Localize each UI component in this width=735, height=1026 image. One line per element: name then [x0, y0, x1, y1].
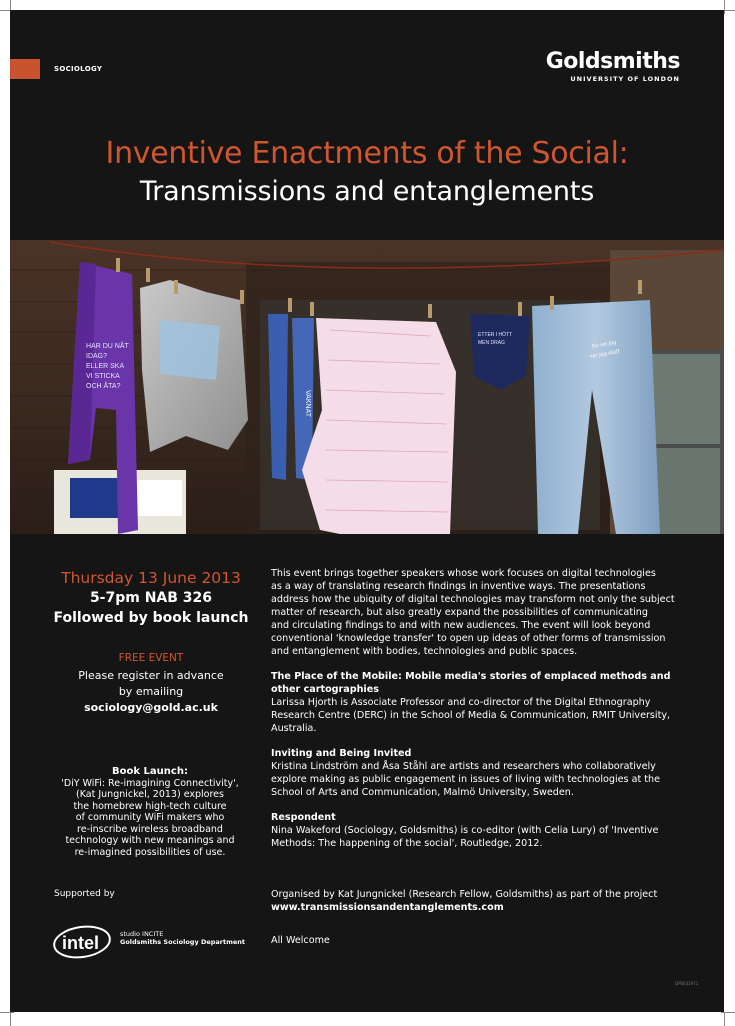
section-title: Respondent: [271, 812, 336, 823]
intro-line: conventional 'knowledge transfer' to open up ideas of other forms of transmission: [271, 633, 666, 644]
intro-line: This event brings together speakers whose work focuses on digital technologies: [271, 568, 656, 579]
book-line: re-imagined possibilities of use.: [74, 846, 226, 858]
supported-by-label: Supported by: [54, 889, 115, 899]
department-label: SOCIOLOGY: [54, 65, 103, 73]
svg-text:VAKNAT: VAKNAT: [304, 390, 311, 417]
event-followed-by: Followed by book launch: [53, 610, 249, 626]
intro-line: and circulating findings to and with new audiences. The event will look beyond: [271, 620, 651, 631]
section-body-line: Kristina Lindström and Åsa Ståhl are artists and researchers who collaboratively: [271, 761, 656, 772]
svg-text:OCH ÅTA?: OCH ÅTA?: [86, 383, 121, 390]
incite-line-1: studio INCITE: [120, 930, 164, 938]
register-line-2: by emailing: [118, 685, 184, 698]
svg-text:VI STICKA: VI STICKA: [86, 373, 120, 380]
department-accent-bar: [10, 59, 40, 79]
svg-text:MEN DRAG: MEN DRAG: [478, 340, 505, 346]
intro-line: as a way of translating research findings in inventive ways. The presentations: [271, 581, 646, 592]
event-title: Inventive Enactments of the Social:: [105, 136, 629, 171]
svg-text:ELLER SKA: ELLER SKA: [86, 363, 125, 370]
svg-text:ETTER I HÖTT: ETTER I HÖTT: [478, 332, 513, 338]
section-body-line: Research Centre (DERC) in the School of Media & Communication, RMIT University,: [271, 710, 671, 721]
intro-line: matter of research, but also greatly expand the possibilities of communicating: [271, 607, 648, 618]
register-line-1: Please register in advance: [78, 669, 224, 682]
book-launch-block: [50, 766, 250, 858]
intel-logo: [52, 922, 114, 962]
crop-mark: [0, 1012, 14, 1013]
goldsmiths-logo: [546, 50, 680, 83]
section-title: other cartographies: [271, 684, 379, 695]
book-line: technology with new meanings and: [65, 835, 235, 846]
event-time-place: 5-7pm NAB 326: [89, 590, 213, 606]
incite-line-2: Goldsmiths Sociology Department: [120, 938, 246, 946]
book-line: re-inscribe wireless broadband: [77, 823, 223, 835]
logo-name: Goldsmiths: [545, 49, 680, 74]
all-welcome: All Welcome: [271, 935, 330, 946]
logo-subtitle: UNIVERSITY OF LONDON: [570, 75, 680, 83]
book-line: the homebrew high-tech culture: [73, 800, 227, 812]
section-body-line: Australia.: [271, 723, 317, 734]
book-line: (Kat Jungnickel, 2013) explores: [76, 789, 224, 800]
event-date: Thursday 13 June 2013: [61, 569, 241, 587]
clothesline-photo: [10, 240, 724, 534]
book-line: of community WiFi makers who: [75, 812, 225, 823]
studio-incite-credit: [120, 930, 245, 946]
organised-text: Organised by Kat Jungnickel (Research Fellow, Goldsmiths) as part of the project: [271, 889, 658, 900]
crop-mark: [724, 0, 725, 14]
svg-text:HAR DU NÅT: HAR DU NÅT: [86, 343, 129, 350]
project-website-link[interactable]: www.transmissionsandentanglements.com: [271, 902, 504, 913]
organised-by: [271, 888, 711, 914]
section-body-line: Larissa Hjorth is Associate Professor and co-director of the Digital Ethnography: [271, 697, 651, 708]
respondent-section: [271, 811, 703, 850]
print-code: DPS031971: [675, 981, 699, 986]
section-body-line: Methods: The happening of the social', Routledge, 2012.: [271, 838, 543, 849]
svg-text:Nu vet jag: Nu vet jag: [591, 339, 617, 350]
register-email-link[interactable]: sociology@gold.ac.uk: [84, 701, 218, 714]
poster: [10, 10, 724, 1012]
intro-line: address how the ubiquity of digital technologies may transform not only the subject: [271, 594, 675, 605]
speaker-section: [271, 747, 703, 799]
svg-text:IDAG?: IDAG?: [86, 353, 108, 360]
section-title: Inviting and Being Invited: [271, 748, 412, 759]
section-body-line: Nina Wakeford (Sociology, Goldsmiths) is co-editor (with Celia Lury) of 'Inventive: [271, 825, 659, 836]
speaker-section: [271, 670, 703, 735]
event-subtitle: Transmissions and entanglements: [139, 176, 595, 207]
intro-line: and entanglement with bodies, technologies and public spaces.: [271, 646, 578, 657]
event-date-block: [36, 568, 266, 628]
book-launch-title: Book Launch:: [112, 766, 188, 777]
section-body-line: explore making as public engagement in issues of living with technologies at the: [271, 774, 661, 785]
section-body-line: School of Arts and Communication, Malmö University, Sweden.: [271, 787, 574, 798]
svg-text:var jag skall: var jag skall: [589, 348, 620, 360]
free-event-block: [36, 650, 266, 716]
intel-logo-text: intel: [62, 933, 100, 953]
book-line: 'DiY WiFi: Re-imagining Connectivity',: [61, 777, 239, 789]
free-event-title: FREE EVENT: [118, 652, 184, 664]
event-description: [271, 567, 703, 850]
section-title: The Place of the Mobile: Mobile media's stories of emplaced methods and: [271, 671, 671, 682]
